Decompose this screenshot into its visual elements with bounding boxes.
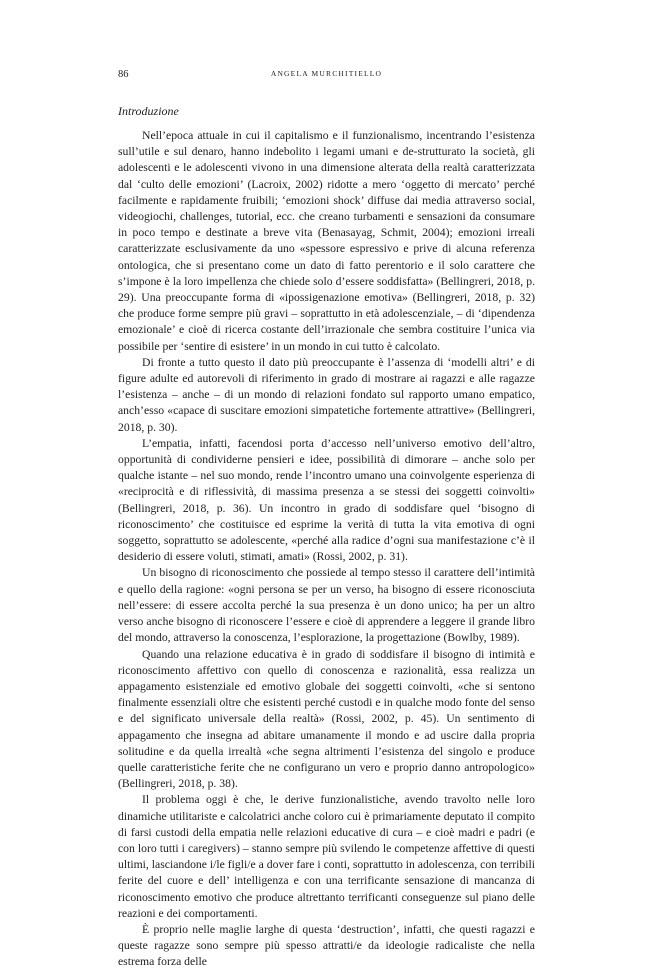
running-head (118, 69, 535, 80)
paragraph: Nell’epoca attuale in cui il capitalismo e il funzionalismo, incentrando l’esistenza sull’utile e sul denaro, hanno indebolito i legami umani e de-strutturato la società, gli adolescenti e le adolescenti vivono in una dimensione alterata della realtà caratterizzata dal ‘culto delle emozioni’ (Lacroix, 2002) ridotte a mero ‘oggetto di mercato’ perché facilmente e rapidamente fruibili; ‘emozioni shock’ diffuse dai media attraverso social, videogiochi, challenges, tutorial, ecc. che creano turbamenti e sensazioni da consumare in poco tempo e destinate a breve vita (Benasayag, Schmit, 2004); emozioni irreali caratterizzate esclusivamente da uno «spessore espressivo e prive di alcuna referenza ontologica, che si presentano come un dato di fatto perentorio e il solo carattere che s’impone è la loro impellenza che chiede solo d’essere soddisfatta» (Bellingreri, 2018, p. 29). Una preoccupante forma di «ipossigenazione emotiva» (Bellingreri, 2018, p. 32) che produce forme sempre più gravi – soprattutto in età adolescenziale, – di ‘dipendenza emozionale’ e cioè di ricerca costante dell’irrazionale che sembra costituire l’unica via possibile per ‘sentire di esistere’ in un mondo in cui tutto è calcolato. (118, 129, 535, 353)
body-text (118, 128, 535, 971)
paragraph: Di fronte a tutto questo il dato più preoccupante è l’assenza di ‘modelli altri’ e di figure adulte ed autorevoli di riferimento in grado di mostrare ai ragazzi e alle ragazze l’esistenza – anche – di un mondo di relazioni fondato sul rapporto umano empatico, anch’esso «capace di suscitare emozioni simpatetiche fortemente attrattive» (Bellingreri, 2018, p. 30). (118, 355, 535, 434)
paragraph: Il problema oggi è che, le derive funzionalistiche, avendo travolto nelle loro dinamiche utilitariste e calcolatrici anche coloro cui è primariamente deputato il compito di farsi custodi della empatia nelle relazioni educative di cura – e cioè madri e padri (e con loro tutti i caregivers) – stanno sempre più svilendo le competenze affettive di questi ultimi, lasciandone i/le figli/e a dover fare i conti, soprattutto in adolescenza, con terribili ferite del cuore e dell’ intelligenza e con una terrificante sensazione di mancanza di riconoscimento emotivo che produce altrettanto terrificanti conseguenze sul piano delle reazioni e dei comportamenti. (118, 793, 535, 920)
paragraph: Quando una relazione educativa è in grado di soddisfare il bisogno di intimità e riconoscimento affettivo con quello di conoscenza e razionalità, essa realizza un appagamento esistenziale ed emotivo globale dei soggetti coinvolti, «che si sentono finalmente essenziali oltre che esistenti perché custodi e in qualche modo fonte del senso e del significato universale della realtà» (Rossi, 2002, p. 45). Un sentimento di appagamento che insegna ad abitare umanamente il mondo e ad uscire dalla propria solitudine e da quella irrealtà «che segna altrimenti l’esistenza del singolo e produce quelle caratteristiche ferite che ne configurano un vero e proprio danno antropologico» (Bellingreri, 2018, p. 38). (118, 647, 535, 791)
page-number: 86 (118, 69, 129, 80)
paragraph: L’empatia, infatti, facendosi porta d’accesso nell’universo emotivo dell’altro, opportunità di condividerne pensieri e idee, possibilità di dimorare – anche solo per qualche istante – nel suo mondo, rende l’incontro umano una coinvolgente esperienza di «reciprocità e di riflessività, di massima presenza a se stessi dei soggetti coinvolti» (Bellingreri, 2018, p. 36). Un incontro in grado di soddisfare quel ‘bisogno di riconoscimento’ che costituisce ed esprime la verità di tutta la vita emotiva di ogni soggetto, soprattutto se adolescente, «perché alla radice d’ogni sua manifestazione c’è il desiderio di essere voluti, stimati, amati» (Rossi, 2002, p. 31). (118, 436, 535, 564)
paragraph: È proprio nelle maglie larghe di questa ‘destruction’, infatti, che questi ragazzi e queste ragazze sono sempre più spesso attratti/e da ideologie radicaliste che nella estrema forza delle (118, 922, 535, 969)
running-author: ANGELA MURCHITIELLO (270, 69, 383, 78)
section-title: Introduzione (118, 104, 179, 118)
paragraph: Un bisogno di riconoscimento che possiede al tempo stesso il carattere dell’intimità e quello della ragione: «ogni persona se per un verso, ha bisogno di essere riconosciuta nell’essere: di essere accolta perché la sua presenza è un dono unico; ha per un altro verso anche bisogno di riconoscere l’essere e cioè di apprendere a leggere il grande libro del mondo, attraverso la conoscenza, l’esplorazione, la progettazione (Bowlby, 1989). (118, 566, 535, 645)
